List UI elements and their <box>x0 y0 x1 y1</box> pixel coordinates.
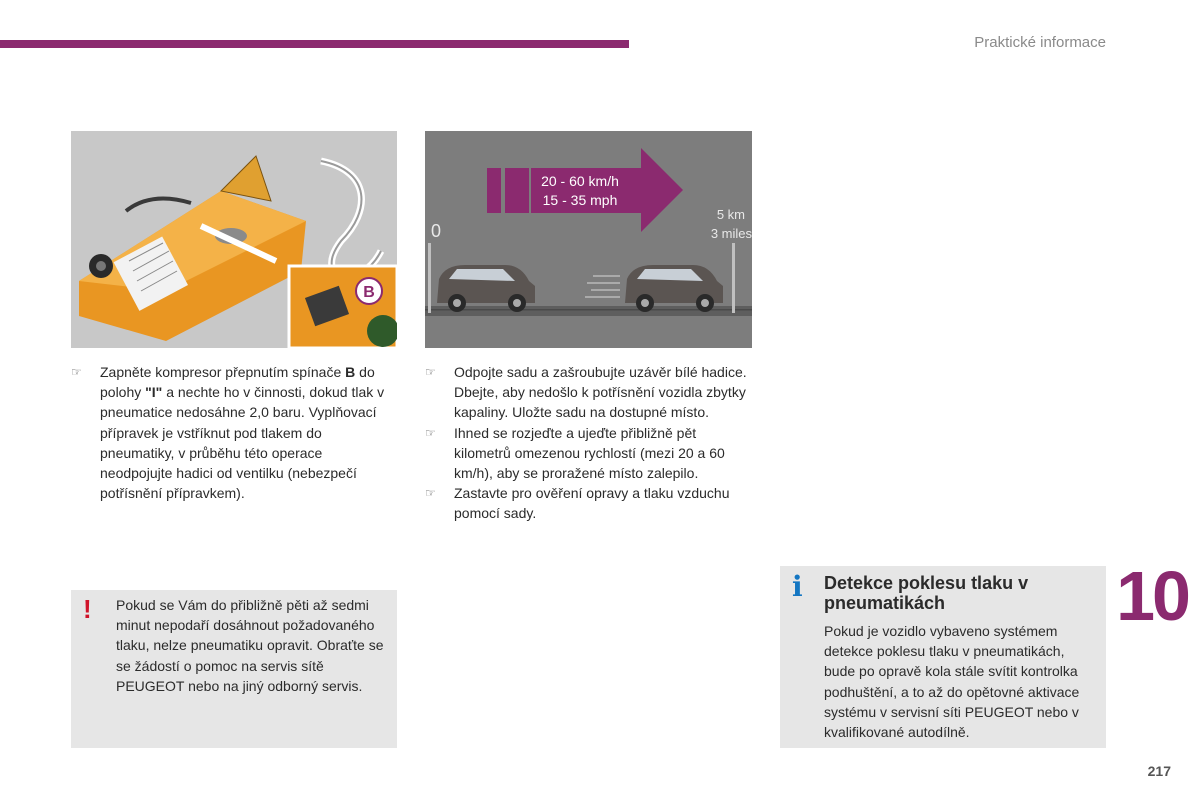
distance-km-label: 5 km <box>716 207 745 222</box>
step-text: Odpojte sadu a zašroubujte uzávěr bílé hadice. <box>454 364 747 380</box>
speed-kmh-label: 20 - 60 km/h <box>541 173 619 189</box>
chapter-number: 10 <box>1116 557 1188 635</box>
warning-text: Pokud se Vám do přibližně pěti až sedmi minut nepodaří dosáhnout požadovaného tlaku, nelze pneumatiku opravit. Obraťte se se žádostí o pomoc na servis sítě PEUGEOT nebo na jiný odborný servis. <box>116 597 384 694</box>
list-item <box>425 483 755 523</box>
list-item <box>425 362 755 423</box>
step-text: Ihned se rozjeďte a ujeďte přibližně pět kilometrů omezenou rychlostí (mezi 20 a 60 km/h), aby se proražené místo zalepilo. <box>454 424 725 482</box>
pointing-hand-icon: ☞ <box>71 365 82 379</box>
header-accent-bar <box>0 40 629 48</box>
start-distance-label: 0 <box>431 221 442 241</box>
section-title: Praktické informace <box>974 34 1106 51</box>
exclamation-icon: ! <box>83 594 92 624</box>
pointing-hand-icon: ☞ <box>425 425 436 440</box>
list-item: ☞ Zapněte kompresor přepnutím spínače B do polohy "I" a nechte ho v činnosti, dokud tlak v pneumatice nedosáhne 2,0 baru. Vyplňovací přípravek je vstříknut pod tlakem do pneumatiky, v průběhu této operace neodpojujte hadici od ventilku (nebezpečí potřísnění přípravkem). <box>71 364 385 502</box>
speed-distance-diagram <box>425 131 752 348</box>
step-text: Zastavte pro ověření opravy a tlaku vzduchu pomocí sady. <box>454 485 730 522</box>
speed-mph-label: 15 - 35 mph <box>542 192 618 208</box>
right-steps-list <box>425 362 755 524</box>
distance-miles-label: 3 miles <box>710 226 752 241</box>
pointing-hand-icon: ☞ <box>425 486 436 501</box>
compressor-kit-illustration <box>71 131 397 348</box>
list-item <box>425 423 755 484</box>
page-number: 217 <box>1147 763 1171 779</box>
left-steps-list <box>71 362 397 503</box>
pointing-hand-icon: ☞ <box>425 365 436 379</box>
info-icon: i <box>792 570 803 603</box>
switch-b-label: B <box>363 284 375 301</box>
step-note: Dbejte, aby nedošlo k potřísnění vozidla zbytky kapaliny. Uložte sadu na dostupné místo. <box>454 384 746 421</box>
warning-box <box>71 590 397 748</box>
info-title: Detekce poklesu tlaku v pneumatikách <box>824 573 1029 613</box>
info-text: Pokud je vozidlo vybaveno systémem detekce poklesu tlaku v pneumatikách, bude po opravě kola stále svítit kontrolka podhuštění, a to až do opětovné aktivace systému v servisní síti PEUGEOT nebo v kvalifikované autodílně. <box>824 623 1080 741</box>
info-box <box>780 566 1106 748</box>
